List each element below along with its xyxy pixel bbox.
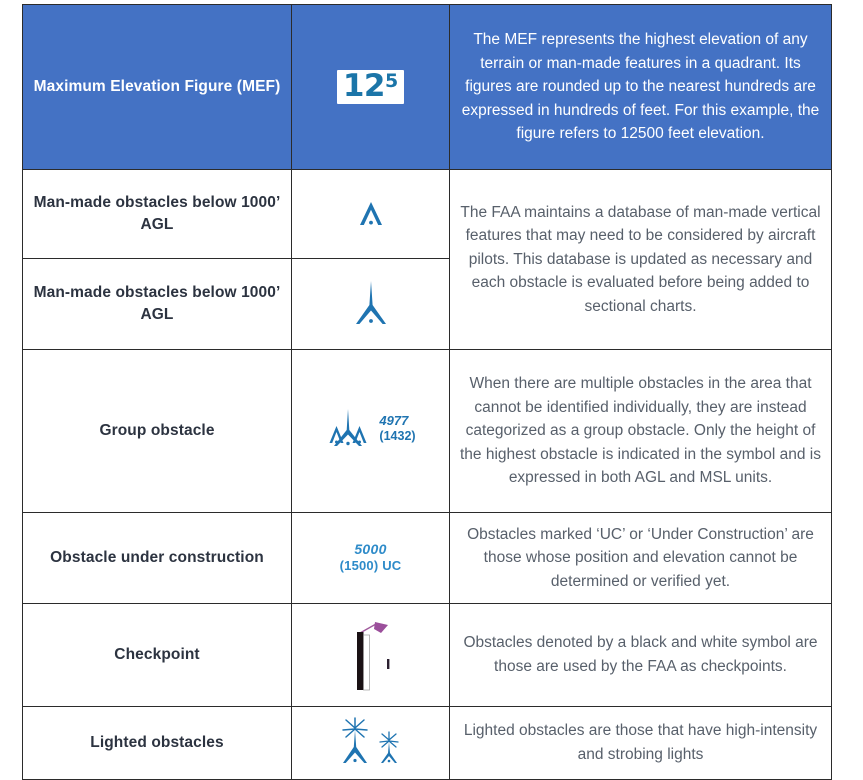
short-obstacle-symbol — [354, 197, 388, 231]
mef-superscript-number: 5 — [384, 70, 399, 92]
term-mef: Maximum Elevation Figure (MEF) — [23, 5, 292, 170]
term-lighted-obstacles: Lighted obstacles — [23, 707, 292, 780]
term-manmade-obstacles-short: Man-made obstacles below 1000’ AGL — [23, 170, 292, 259]
description-group-obstacle: When there are multiple obstacles in the area that cannot be identified individually, they are instead categorized as a group obstacle. Only the height of the highest obstacle is indicated in the symbol and is expressed in both AGL and MSL units. — [450, 350, 832, 513]
uc-agl-label: (1500) UC — [339, 557, 402, 573]
symbol-cell-lighted-obstacles — [292, 707, 450, 780]
table-row — [23, 170, 832, 259]
group-obstacle-symbol — [325, 406, 371, 452]
tall-obstacle-symbol — [353, 279, 389, 329]
symbol-cell-under-construction — [292, 513, 450, 604]
term-manmade-obstacles-tall: Man-made obstacles below 1000’ AGL — [23, 259, 292, 350]
group-obstacle-msl-label: 4977 — [379, 413, 409, 429]
symbol-cell-mef — [292, 5, 450, 170]
checkpoint-symbol — [343, 619, 399, 691]
group-obstacle-elevation-labels — [379, 413, 415, 443]
term-group-obstacle: Group obstacle — [23, 350, 292, 513]
description-lighted-obstacles: Lighted obstacles are those that have high-intensity and strobing lights — [450, 707, 832, 780]
description-mef: The MEF represents the highest elevation of any terrain or man-made features in a quadrant. Its figures are rounded up to the nearest hundreds are expressed in hundreds of feet. For this example, the figure refers to 12500 feet elevation. — [450, 5, 832, 170]
mef-figure-symbol — [337, 70, 404, 104]
symbol-cell-short-obstacle — [292, 170, 450, 259]
term-obstacle-under-construction: Obstacle under construction — [23, 513, 292, 604]
term-checkpoint: Checkpoint — [23, 604, 292, 707]
symbol-cell-group-obstacle — [292, 350, 450, 513]
description-checkpoint: Obstacles denoted by a black and white symbol are those are used by the FAA as checkpoints. — [450, 604, 832, 707]
table-row — [23, 350, 832, 513]
uc-msl-label: 5000 — [354, 541, 387, 558]
description-manmade-obstacles: The FAA maintains a database of man-made vertical features that may need to be considered by aircraft pilots. This database is updated as necessary and each obstacle is evaluated before being added to sectional charts. — [450, 170, 832, 350]
mef-main-number: 12 — [342, 68, 385, 104]
symbol-cell-tall-obstacle — [292, 259, 450, 350]
description-obstacle-under-construction: Obstacles marked ‘UC’ or ‘Under Construction’ are those whose position and elevation cannot be determined or verified yet. — [450, 513, 832, 604]
table-row — [23, 513, 832, 604]
table-row — [23, 604, 832, 707]
symbol-cell-checkpoint — [292, 604, 450, 707]
group-obstacle-agl-label: (1432) — [379, 428, 416, 443]
table-row — [23, 707, 832, 780]
under-construction-symbol — [340, 541, 402, 573]
table-row — [23, 5, 832, 170]
lighted-obstacles-symbol — [333, 716, 409, 770]
chart-symbol-legend-table — [22, 4, 832, 780]
